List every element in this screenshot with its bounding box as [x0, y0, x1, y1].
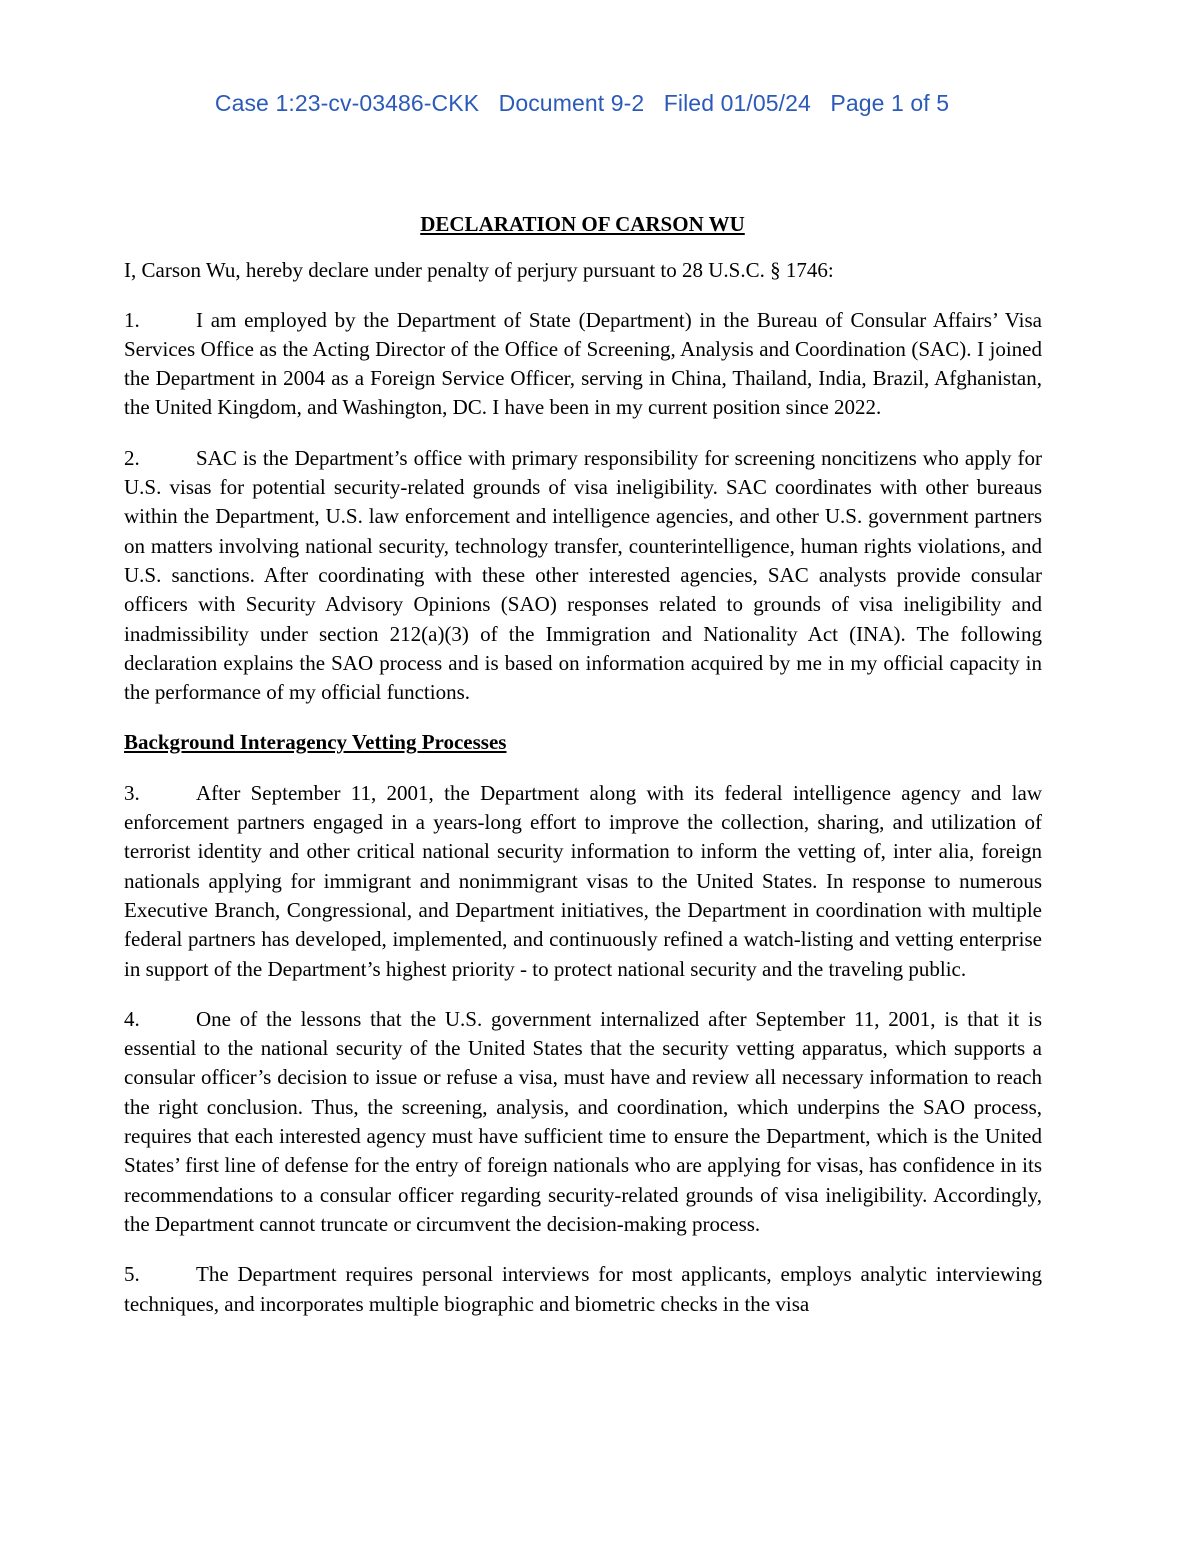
paragraph-text: The Department requires personal interviews for most applicants, employs analytic interviewing techniques, and incorporates multiple biographic and biometric checks in the visa	[124, 1262, 1042, 1316]
case-header-stamp: Case 1:23-cv-03486-CKK Document 9-2 Filed 01/05/24 Page 1 of 5	[214, 90, 950, 116]
paragraph-number: 2.	[124, 445, 140, 470]
paragraph-text: After September 11, 2001, the Department along with its federal intelligence agency and law enforcement partners engaged in a years-long effort to improve the collection, sharing, and utilization of terrorist identity and other critical national security information to inform the vetting of, inter alia, foreign nationals applying for immigrant and nonimmigrant visas to the United States. In response to numerous Executive Branch, Congressional, and Department initiatives, the Department in coordination with multiple federal partners has developed, implemented, and continuously refined a watch-listing and vetting enterprise in support of the Department’s highest priority - to protect national security and the traveling public.	[124, 780, 1042, 981]
paragraph-text: SAC is the Department’s office with primary responsibility for screening noncitizens who apply for U.S. visas for potential security-related grounds of visa ineligibility. SAC coordinates with other bureaus within the Department, U.S. law enforcement and intelligence agencies, and other U.S. government partners on matters involving national security, technology transfer, counterintelligence, human rights violations, and U.S. sanctions. After coordinating with these other interested agencies, SAC analysts provide consular officers with Security Advisory Opinions (SAO) responses related to grounds of visa ineligibility and inadmissibility under section 212(a)(3) of the Immigration and Nationality Act (INA). The following declaration explains the SAO process and is based on information acquired by me in my official capacity in the performance of my official functions.	[124, 445, 1042, 705]
paragraph-number: 1.	[124, 307, 140, 332]
intro-statement: I, Carson Wu, hereby declare under penalty of perjury pursuant to 28 U.S.C. § 1746:	[124, 258, 834, 283]
document-body	[124, 210, 1042, 1319]
paragraph-number: 5.	[124, 1262, 140, 1287]
paragraph-5	[124, 1260, 1042, 1319]
paragraph-number: 4.	[124, 1006, 140, 1031]
paragraph-text: One of the lessons that the U.S. government internalized after September 11, 2001, is that it is essential to the national security of the United States that the security vetting apparatus, which supports a consular officer’s decision to issue or refuse a visa, must have and review all necessary information to reach the right conclusion. Thus, the screening, analysis, and coordination, which underpins the SAO process, requires that each interested agency must have sufficient time to ensure the Department, which is the United States’ first line of defense for the entry of foreign nationals who are applying for visas, has confidence in its recommendations to a consular officer regarding security-related grounds of visa ineligibility. Accordingly, the Department cannot truncate or circumvent the decision-making process.	[124, 1006, 1042, 1236]
paragraph-text: I am employed by the Department of State (Department) in the Bureau of Consular Affairs’ Visa Services Office as the Acting Director of the Office of Screening, Analysis and Coordination (SAC). I joined the Department in 2004 as a Foreign Service Officer, serving in China, Thailand, India, Brazil, Afghanistan, the United Kingdom, and Washington, DC. I have been in my current position since 2022.	[124, 307, 1042, 420]
section-heading: Background Interagency Vetting Processes	[124, 730, 507, 755]
document-title: DECLARATION OF CARSON WU	[420, 212, 745, 236]
paragraph-2	[124, 444, 1042, 708]
paragraph-4	[124, 1005, 1042, 1239]
paragraph-1	[124, 306, 1042, 423]
paragraph-number: 3.	[124, 780, 140, 805]
paragraph-3	[124, 779, 1042, 984]
